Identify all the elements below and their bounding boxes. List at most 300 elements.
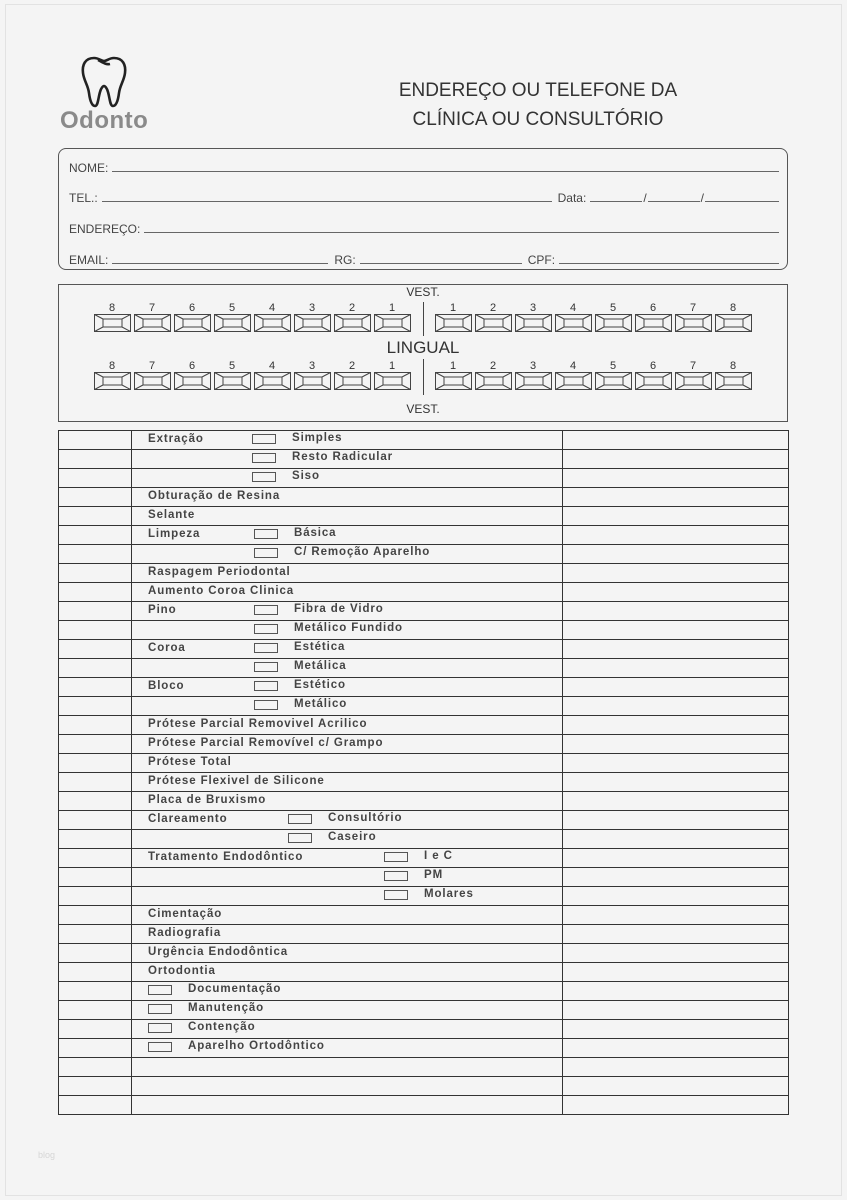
tooth-number-cell[interactable] [59,602,132,621]
procedure-category: Coroa [148,642,186,654]
procedure-option: Estética [294,641,346,653]
procedure-cell [132,697,563,716]
tooth[interactable] [433,302,473,332]
notes-cell[interactable] [563,735,789,754]
tooth-number: 6 [188,302,196,314]
notes-cell[interactable] [563,1058,789,1077]
procedure-row [59,621,789,640]
procedure-cell [132,583,563,602]
procedure-row [59,1058,789,1077]
procedure-cell [132,659,563,678]
procedure-option: C/ Remoção Aparelho [294,546,431,558]
procedure-category: Limpeza [148,528,201,540]
procedure-row [59,716,789,735]
tooth-number: 8 [729,302,737,314]
tooth-surface-icon[interactable] [334,314,371,332]
tooth-number-cell[interactable] [59,621,132,640]
tooth-surface-icon[interactable] [214,314,251,332]
procedure-row [59,982,789,1001]
tooth-number-cell[interactable] [59,640,132,659]
procedure-cell [132,887,563,906]
tooth[interactable] [172,360,212,390]
procedure-row [59,659,789,678]
procedure-checkbox[interactable] [254,700,278,710]
procedure-row [59,1020,789,1039]
procedure-checkbox[interactable] [384,852,408,862]
procedure-row [59,868,789,887]
address-row [69,222,779,236]
tooth[interactable] [553,302,593,332]
procedure-option: Metálica [294,660,347,672]
tooth[interactable] [513,360,553,390]
tooth-number: 1 [388,360,396,372]
procedure-category: Extração [148,433,204,445]
procedure-category: Selante [148,509,196,521]
email-label: EMAIL: [69,253,109,267]
tooth-surface-icon[interactable] [254,372,291,390]
tooth-surface-icon[interactable] [675,314,712,332]
tooth-surface-icon[interactable] [435,372,472,390]
procedure-row [59,564,789,583]
tooth[interactable] [332,360,372,390]
tooth-surface-icon[interactable] [334,372,371,390]
procedure-row [59,925,789,944]
tooth-number-cell[interactable] [59,1039,132,1058]
procedure-category: Aumento Coroa Clinica [148,585,295,597]
procedure-checkbox[interactable] [254,662,278,672]
procedure-cell [132,830,563,849]
name-field[interactable] [112,171,779,172]
tooth-number: 5 [228,302,236,314]
procedure-checkbox[interactable] [254,548,278,558]
procedure-option: Contenção [188,1021,256,1033]
procedure-option: Documentação [188,983,282,995]
procedure-category: Placa de Bruxismo [148,794,267,806]
procedure-cell [132,564,563,583]
tooth-number-cell[interactable] [59,1077,132,1096]
procedure-row [59,583,789,602]
notes-cell[interactable] [563,792,789,811]
notes-cell[interactable] [563,1020,789,1039]
procedure-row [59,754,789,773]
tooth-surface-icon[interactable] [595,314,632,332]
notes-cell[interactable] [563,602,789,621]
procedure-checkbox[interactable] [254,624,278,634]
tooth-number: 3 [308,302,316,314]
tooth-surface-icon[interactable] [174,372,211,390]
email-field[interactable] [112,263,328,264]
tooth-number-cell[interactable] [59,754,132,773]
notes-cell[interactable] [563,1039,789,1058]
tooth-number-cell[interactable] [59,659,132,678]
lingual-label: LINGUAL [386,338,460,357]
procedure-checkbox[interactable] [254,605,278,615]
tooth-number: 8 [729,360,737,372]
tooth-number-cell[interactable] [59,773,132,792]
odontogram [58,284,788,422]
tooth-number: 7 [689,302,697,314]
procedure-cell [132,545,563,564]
tooth-surface-icon[interactable] [294,372,331,390]
vest-bottom-label: VEST. [406,402,440,416]
notes-cell[interactable] [563,944,789,963]
tooth-number-cell[interactable] [59,1096,132,1115]
procedure-option: Consultório [328,812,403,824]
tooth-number: 6 [649,360,657,372]
procedure-checkbox[interactable] [254,681,278,691]
procedure-category: Tratamento Endodôntico [148,851,304,863]
procedure-cell [132,526,563,545]
procedure-checkbox[interactable] [252,453,276,463]
tooth-surface-icon[interactable] [214,372,251,390]
tel-row [69,191,779,205]
tooth-number: 2 [348,302,356,314]
procedure-row [59,526,789,545]
procedure-option: Simples [292,432,343,444]
procedure-cell [132,450,563,469]
rg-label: RG: [334,253,356,267]
tooth[interactable] [212,360,252,390]
procedure-cell [132,507,563,526]
tooth-surface-icon[interactable] [515,372,552,390]
date-day-field[interactable] [590,201,642,202]
procedures-table [58,430,789,1115]
tooth-surface-icon[interactable] [635,372,672,390]
tel-field[interactable] [102,201,552,202]
procedure-row [59,735,789,754]
tooth-surface-icon[interactable] [254,314,291,332]
tooth-surface-icon[interactable] [515,314,552,332]
procedure-option: I e C [424,850,453,862]
tooth-number-cell[interactable] [59,944,132,963]
notes-cell[interactable] [563,887,789,906]
clinic-header-line2: CLÍNICA OU CONSULTÓRIO [412,109,664,130]
tooth-surface-icon[interactable] [174,314,211,332]
tooth-number-cell[interactable] [59,868,132,887]
procedure-option: Estético [294,679,346,691]
procedure-cell [132,621,563,640]
procedure-checkbox[interactable] [148,985,172,995]
procedure-option: Siso [292,470,320,482]
procedure-cell [132,982,563,1001]
tooth-number-cell[interactable] [59,1001,132,1020]
notes-cell[interactable] [563,526,789,545]
tooth-number-cell[interactable] [59,583,132,602]
tooth[interactable] [332,302,372,332]
tooth-number-cell[interactable] [59,469,132,488]
procedure-option: Metálico [294,698,348,710]
notes-cell[interactable] [563,773,789,792]
procedure-option: Molares [424,888,474,900]
procedure-cell [132,469,563,488]
tooth-surface-icon[interactable] [475,372,512,390]
procedure-row [59,545,789,564]
procedure-row [59,640,789,659]
procedure-option: Resto Radicular [292,451,394,463]
tooth[interactable] [473,360,513,390]
procedure-row [59,830,789,849]
tooth-number: 1 [449,302,457,314]
tooth-surface-icon[interactable] [675,372,712,390]
notes-cell[interactable] [563,811,789,830]
procedure-cell [132,1058,563,1077]
procedure-category: Pino [148,604,177,616]
tooth-number-cell[interactable] [59,830,132,849]
procedure-cell [132,488,563,507]
notes-cell[interactable] [563,1077,789,1096]
notes-cell[interactable] [563,640,789,659]
tooth-number: 3 [308,360,316,372]
tooth-number-cell[interactable] [59,811,132,830]
tooth-surface-icon[interactable] [475,314,512,332]
tooth-surface-icon[interactable] [134,372,171,390]
tooth-number: 4 [569,360,577,372]
rg-field[interactable] [360,263,522,264]
tooth[interactable] [92,360,132,390]
procedure-category: Clareamento [148,813,228,825]
procedure-row [59,507,789,526]
logo-text: Odonto [60,107,149,134]
tooth-number-cell[interactable] [59,792,132,811]
tooth-surface-icon[interactable] [94,372,131,390]
notes-cell[interactable] [563,925,789,944]
tooth-number-cell[interactable] [59,716,132,735]
tooth-surface-icon[interactable] [595,372,632,390]
procedure-checkbox[interactable] [254,529,278,539]
procedure-category: Obturação de Resina [148,490,281,502]
procedure-category: Urgência Endodôntica [148,946,289,958]
procedure-cell [132,602,563,621]
tooth[interactable] [633,360,673,390]
tooth-number-cell[interactable] [59,963,132,982]
notes-cell[interactable] [563,469,789,488]
tooth[interactable] [372,302,412,332]
midline-divider [423,302,424,336]
tooth-number-cell[interactable] [59,1058,132,1077]
notes-cell[interactable] [563,507,789,526]
procedure-option: Metálico Fundido [294,622,403,634]
tooth-number: 3 [529,360,537,372]
tooth-surface-icon[interactable] [134,314,171,332]
notes-cell[interactable] [563,678,789,697]
notes-cell[interactable] [563,583,789,602]
tooth-number: 6 [649,302,657,314]
tooth[interactable] [673,360,713,390]
tooth[interactable] [433,360,473,390]
tooth-number: 2 [348,360,356,372]
tooth-number: 1 [388,302,396,314]
tooth-number: 5 [609,360,617,372]
procedure-cell [132,792,563,811]
tooth[interactable] [212,302,252,332]
tooth[interactable] [292,360,332,390]
tooth[interactable] [292,302,332,332]
procedure-checkbox[interactable] [288,814,312,824]
tooth-number-cell[interactable] [59,450,132,469]
tooth[interactable] [372,360,412,390]
procedure-checkbox[interactable] [384,890,408,900]
procedure-cell [132,1001,563,1020]
procedure-cell [132,773,563,792]
tooth[interactable] [713,360,753,390]
tooth-number-cell[interactable] [59,1020,132,1039]
tooth-number-cell[interactable] [59,431,132,450]
notes-cell[interactable] [563,868,789,887]
procedure-checkbox[interactable] [252,434,276,444]
tooth-number: 4 [569,302,577,314]
address-field[interactable] [144,232,779,233]
tooth-surface-icon[interactable] [374,372,411,390]
tooth-icon [80,55,128,109]
procedure-checkbox[interactable] [148,1023,172,1033]
tooth-number: 5 [609,302,617,314]
address-label: ENDEREÇO: [69,222,141,236]
tooth-number: 8 [108,302,116,314]
notes-cell[interactable] [563,431,789,450]
procedure-category: Raspagem Periodontal [148,566,291,578]
tooth[interactable] [633,302,673,332]
lower-left-teeth [92,360,412,390]
tooth-surface-icon[interactable] [635,314,672,332]
clinic-header-line1: ENDEREÇO OU TELEFONE DA [398,80,678,101]
procedure-option: Caseiro [328,831,377,843]
tooth-number-cell[interactable] [59,982,132,1001]
procedure-category: Radiografia [148,927,222,939]
tooth[interactable] [92,302,132,332]
tooth-surface-icon[interactable] [555,372,592,390]
procedure-checkbox[interactable] [288,833,312,843]
notes-cell[interactable] [563,830,789,849]
procedure-cell [132,735,563,754]
notes-cell[interactable] [563,1096,789,1115]
tooth-number-cell[interactable] [59,526,132,545]
tooth-number-cell[interactable] [59,735,132,754]
date-separator: / [643,191,647,205]
tooth-number: 1 [449,360,457,372]
tooth[interactable] [553,360,593,390]
tooth[interactable] [172,302,212,332]
procedure-category: Bloco [148,680,185,692]
procedure-category: Ortodontia [148,965,216,977]
notes-cell[interactable] [563,564,789,583]
tooth[interactable] [132,302,172,332]
tooth[interactable] [593,360,633,390]
notes-cell[interactable] [563,716,789,735]
tooth-number-cell[interactable] [59,488,132,507]
tooth-number-cell[interactable] [59,697,132,716]
procedure-option: Manutenção [188,1002,265,1014]
notes-cell[interactable] [563,906,789,925]
procedure-checkbox[interactable] [384,871,408,881]
procedure-cell [132,906,563,925]
notes-cell[interactable] [563,982,789,1001]
tooth-surface-icon[interactable] [294,314,331,332]
cpf-field[interactable] [559,263,779,264]
procedure-category: Prótese Parcial Removivel Acrilico [148,718,368,730]
notes-cell[interactable] [563,697,789,716]
tooth-surface-icon[interactable] [715,372,752,390]
procedure-category: Prótese Total [148,756,232,768]
tooth-surface-icon[interactable] [94,314,131,332]
procedure-row [59,697,789,716]
tooth-number-cell[interactable] [59,906,132,925]
tooth[interactable] [132,360,172,390]
procedure-row [59,602,789,621]
tooth-number-cell[interactable] [59,678,132,697]
tooth[interactable] [513,302,553,332]
tooth-number: 3 [529,302,537,314]
clinic-header [330,76,746,134]
tooth-number: 6 [188,360,196,372]
tooth-number: 4 [268,302,276,314]
notes-cell[interactable] [563,754,789,773]
procedure-checkbox[interactable] [254,643,278,653]
tooth-number-cell[interactable] [59,925,132,944]
notes-cell[interactable] [563,963,789,982]
procedure-checkbox[interactable] [148,1042,172,1052]
tooth-surface-icon[interactable] [374,314,411,332]
tooth[interactable] [473,302,513,332]
tooth-surface-icon[interactable] [435,314,472,332]
notes-cell[interactable] [563,545,789,564]
tooth[interactable] [673,302,713,332]
upper-left-teeth [92,302,412,332]
tooth[interactable] [593,302,633,332]
date-month-field[interactable] [648,201,700,202]
date-year-field[interactable] [705,201,779,202]
notes-cell[interactable] [563,849,789,868]
tooth-number-cell[interactable] [59,564,132,583]
tooth-number-cell[interactable] [59,545,132,564]
notes-cell[interactable] [563,1001,789,1020]
tooth-number-cell[interactable] [59,507,132,526]
procedure-row [59,1001,789,1020]
tooth-surface-icon[interactable] [555,314,592,332]
tooth-number: 7 [148,302,156,314]
procedure-row [59,1039,789,1058]
tooth-number-cell[interactable] [59,849,132,868]
procedure-cell [132,811,563,830]
procedure-row [59,811,789,830]
procedure-row [59,849,789,868]
tooth-number: 7 [689,360,697,372]
tooth[interactable] [713,302,753,332]
patient-info-box [58,148,788,270]
procedure-cell [132,678,563,697]
notes-cell[interactable] [563,450,789,469]
tooth-number-cell[interactable] [59,887,132,906]
procedure-row [59,773,789,792]
tooth-surface-icon[interactable] [715,314,752,332]
procedure-row [59,678,789,697]
procedure-cell [132,754,563,773]
notes-cell[interactable] [563,621,789,640]
tooth-number: 7 [148,360,156,372]
footer-watermark: blog [38,1150,56,1160]
procedure-option: Aparelho Ortodôntico [188,1040,325,1052]
upper-right-teeth [433,302,753,332]
procedure-cell [132,1039,563,1058]
procedure-category: Prótese Flexivel de Silicone [148,775,325,787]
procedure-checkbox[interactable] [148,1004,172,1014]
procedure-category: Cimentação [148,908,223,920]
tooth[interactable] [252,302,292,332]
procedure-option: Fibra de Vidro [294,603,384,615]
procedure-checkbox[interactable] [252,472,276,482]
notes-cell[interactable] [563,488,789,507]
notes-cell[interactable] [563,659,789,678]
tooth[interactable] [252,360,292,390]
